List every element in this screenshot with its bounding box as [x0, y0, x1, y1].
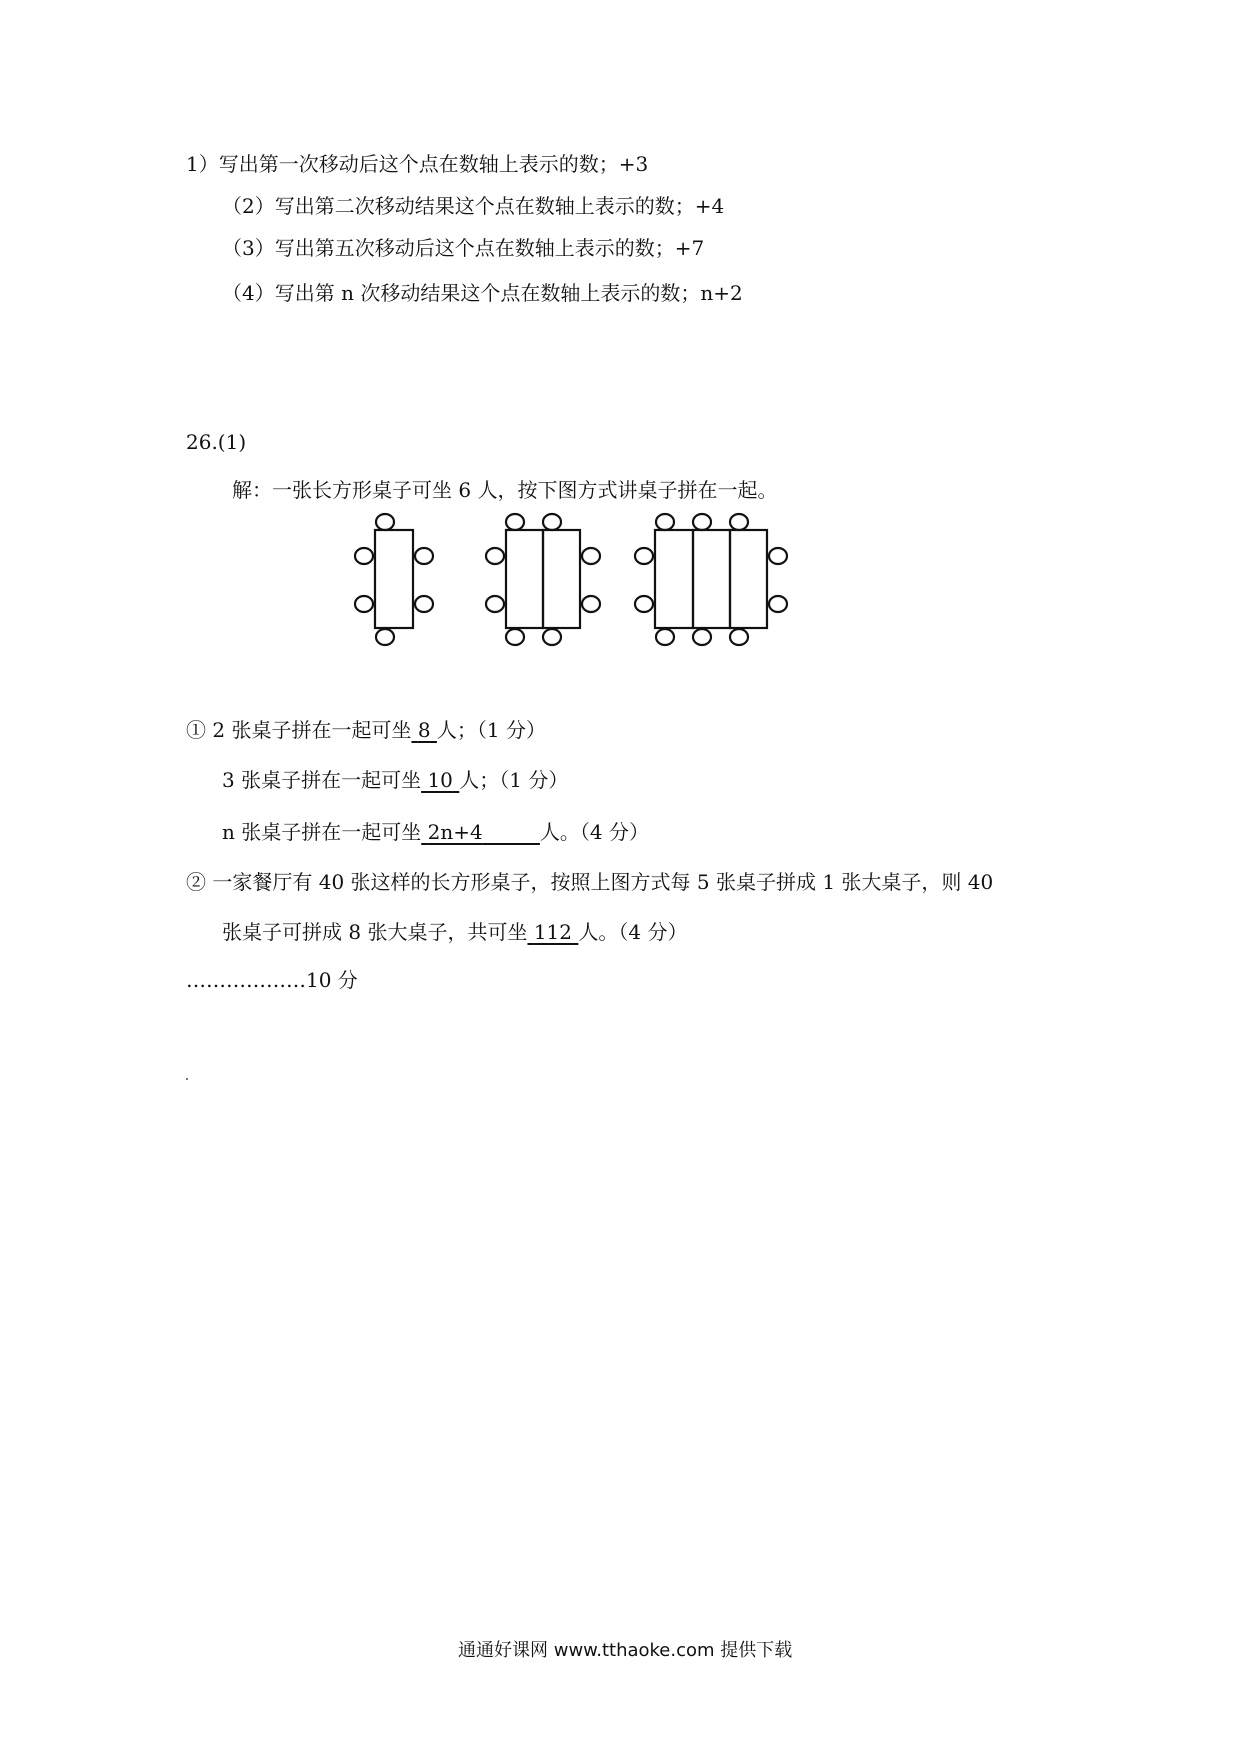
score-line: ………………10 分 [186, 968, 358, 992]
answer-2-prefix: 3 张桌子拼在一起可坐 [222, 768, 422, 792]
footer-text: 通通好课网 www.tthaoke.com 提供下载 [458, 1640, 793, 1661]
answer-1-value: 8 [417, 718, 431, 742]
answer-2 [222, 770, 568, 790]
answer-3-value: 2n+4 [427, 820, 483, 844]
answer-2-value: 10 [427, 768, 453, 792]
question-4: （4）写出第 n 次移动结果这个点在数轴上表示的数；n+2 [222, 281, 743, 305]
answer-3-suffix: 人。（4 分） [539, 820, 650, 844]
tables-diagram [340, 504, 800, 654]
answer-5-suffix: 人。（4 分） [578, 920, 688, 944]
question-3: （3）写出第五次移动后这个点在数轴上表示的数；+7 [222, 236, 705, 260]
answer-5 [222, 922, 687, 942]
answer-3-prefix: n 张桌子拼在一起可坐 [222, 820, 422, 844]
answer-1 [186, 720, 546, 740]
question-2: （2）写出第二次移动结果这个点在数轴上表示的数；+4 [222, 194, 725, 218]
table-arrangement-2 [486, 514, 600, 645]
table-arrangement-1 [355, 514, 433, 645]
table-arrangement-3 [635, 514, 787, 645]
question-26-intro: 解：一张长方形桌子可坐 6 人，按下图方式讲桌子拼在一起。 [232, 478, 778, 502]
answer-1-suffix: 人；（1 分） [436, 718, 546, 742]
answer-5-prefix: 张桌子可拼成 8 张大桌子，共可坐 [222, 920, 528, 944]
answer-3 [222, 822, 649, 842]
question-1: 1）写出第一次移动后这个点在数轴上表示的数；+3 [186, 152, 649, 176]
question-26-number: 26.(1) [186, 430, 247, 454]
answer-2-suffix: 人；（1 分） [459, 768, 569, 792]
answer-4: ② 一家餐厅有 40 张这样的长方形桌子，按照上图方式每 5 张桌子拼成 1 张大桌子，则 40 [186, 870, 994, 894]
answer-1-prefix: ① 2 张桌子拼在一起可坐 [186, 718, 412, 742]
stray-dot [186, 1078, 188, 1080]
answer-5-value: 112 [533, 920, 572, 944]
